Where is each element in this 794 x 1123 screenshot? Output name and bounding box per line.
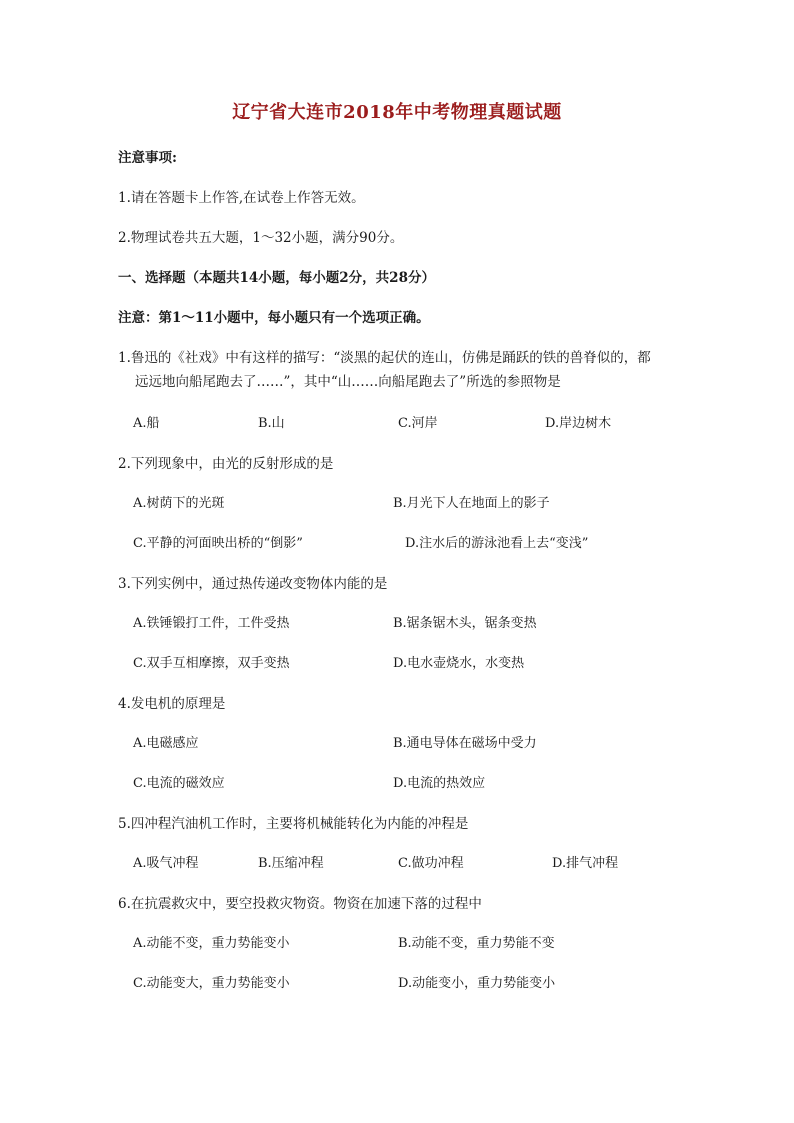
question-stem: 2.下列现象中，由光的反射形成的是 xyxy=(118,456,334,472)
notice-heading: 注意事项: xyxy=(118,150,177,166)
option-a: A.动能不变，重力势能变小 xyxy=(133,936,290,951)
option-c: C.电流的磁效应 xyxy=(133,776,225,791)
option-d: D.排气冲程 xyxy=(552,856,619,871)
question-stem: 3.下列实例中，通过热传递改变物体内能的是 xyxy=(118,576,388,592)
option-c: C.双手互相摩擦，双手变热 xyxy=(133,656,290,671)
option-a: A.电磁感应 xyxy=(133,736,199,751)
option-b: B.锯条锯木头，锯条变热 xyxy=(393,616,537,631)
option-d: D.电流的热效应 xyxy=(393,776,486,791)
option-b: B.通电导体在磁场中受力 xyxy=(393,736,537,751)
option-d: D.岸边树木 xyxy=(545,416,612,431)
option-b: B.压缩冲程 xyxy=(258,856,324,871)
question-stem: 6.在抗震救灾中，要空投救灾物资。物资在加速下落的过程中 xyxy=(118,896,482,912)
question-stem: 1.鲁迅的《社戏》中有这样的描写：“淡黑的起伏的连山，仿佛是踊跃的铁的兽脊似的，都 xyxy=(118,350,651,366)
option-a: A.船 xyxy=(133,416,160,431)
option-d: D.动能变小，重力势能变小 xyxy=(398,976,556,991)
question-stem: 4.发电机的原理是 xyxy=(118,696,226,712)
option-c: C.做功冲程 xyxy=(398,856,464,871)
option-a: A.树荫下的光斑 xyxy=(133,496,225,511)
option-c: C.河岸 xyxy=(398,416,438,431)
option-b: B.月光下人在地面上的影子 xyxy=(393,496,550,511)
question-stem-continued: 远远地向船尾跑去了……”，其中“山……向船尾跑去了”所选的参照物是 xyxy=(135,374,561,390)
option-d: D.电水壶烧水，水变热 xyxy=(393,656,525,671)
option-a: A.吸气冲程 xyxy=(133,856,199,871)
option-b: B.山 xyxy=(258,416,285,431)
option-d: D.注水后的游泳池看上去“变浅” xyxy=(405,536,589,551)
option-a: A.铁锤锻打工件，工件受热 xyxy=(133,616,290,631)
notice-item: 2.物理试卷共五大题，1～32小题，满分90分。 xyxy=(118,230,404,246)
page-title: 辽宁省大连市2018年中考物理真题试题 xyxy=(232,102,562,123)
section-heading: 一、选择题（本题共14小题，每小题2分，共28分） xyxy=(118,270,435,286)
option-b: B.动能不变，重力势能不变 xyxy=(398,936,555,951)
notice-item: 1.请在答题卡上作答,在试卷上作答无效。 xyxy=(118,190,365,206)
option-c: C.动能变大，重力势能变小 xyxy=(133,976,290,991)
section-note: 注意：第1～11小题中，每小题只有一个选项正确。 xyxy=(118,310,430,326)
question-stem: 5.四冲程汽油机工作时，主要将机械能转化为内能的冲程是 xyxy=(118,816,469,832)
option-c: C.平静的河面映出桥的“倒影” xyxy=(133,536,303,551)
